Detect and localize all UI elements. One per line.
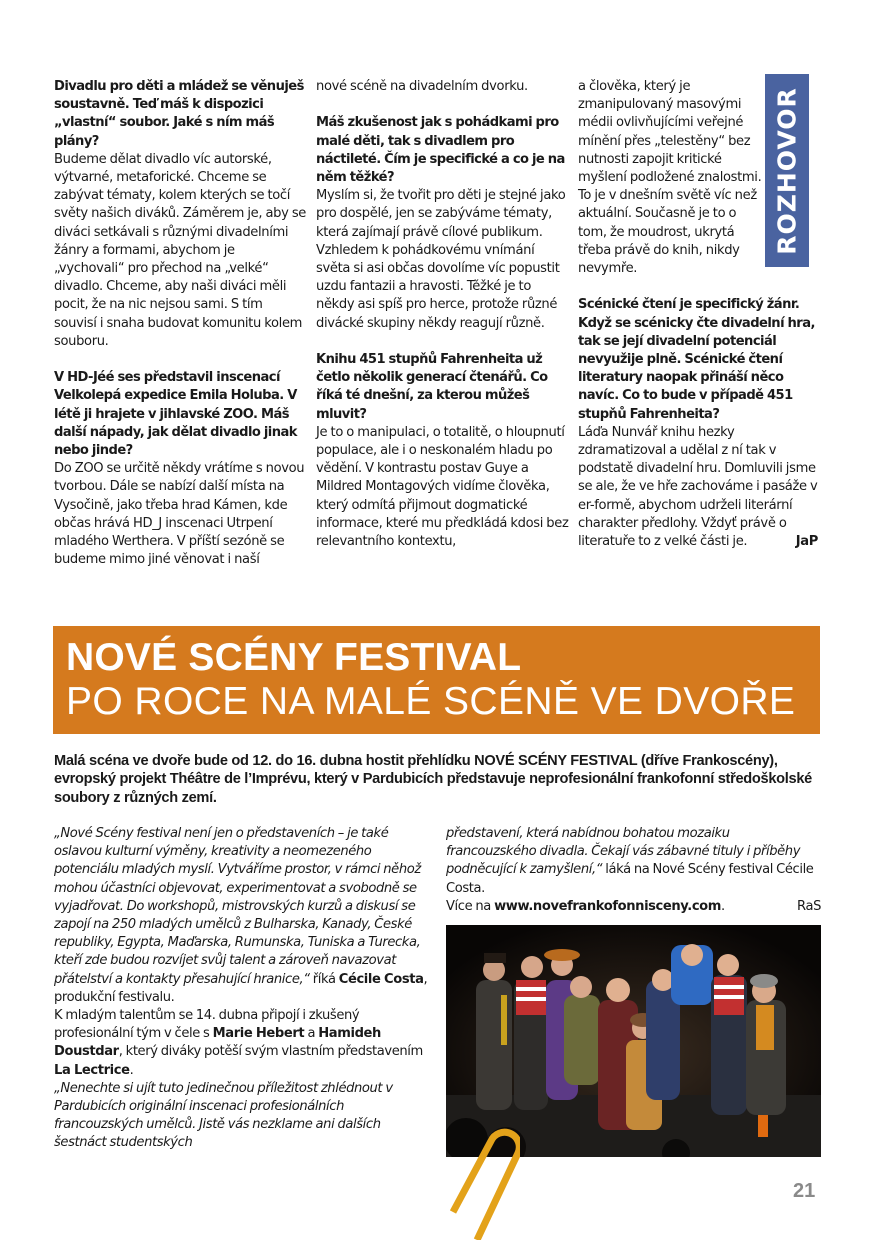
paragraph <box>446 898 821 916</box>
interview-answer: Je to o manipulaci, o totalitě, o hloupnutí populace, ale i o neskonalém hladu po vědění. V kontrastu postav Guye a Mildred Montagových vidíme člověka, který odmítá přijmout dogmatické informace, které mu předkládá kdosi bez relevantního kontextu, <box>316 424 569 550</box>
text: , produkční festivalu. <box>54 971 428 1005</box>
paragraph <box>54 1007 434 1080</box>
text: K mladým talentům se 14. dubna připojí i zkušený profesionální tým v čele s <box>54 1008 360 1042</box>
website-link[interactable]: www.novefrankofonnisceny.com <box>494 898 722 914</box>
quote: „Nenechte si ujít tuto jedinečnou příležitost zhlédnout v Pardubicích originální inscenaci profesionálních francouzských umělců. Jistě vás nezklame ani dalších šestnáct studentských <box>54 1080 393 1151</box>
interview-question: Knihu 451 stupňů Fahrenheita už četlo několik generací čtenářů. Co říká té dnešní, za kterou můžeš mluvit? <box>316 352 548 422</box>
text: . <box>129 1062 134 1078</box>
answer-text: Láďa Nunvář knihu hezky zdramatizoval a udělal z ní tak v podstatě divadelní hru. Domluvili jsme se ale, že ve hře zachováme i pasáže v er-formě, abychom udrželi literární charakter předlohy. Vždyť právě o literatuře to z velké části je. <box>578 424 818 550</box>
interview-answer: a člověka, který je zmanipulovaný masovými médii ovlivňujícími veřejné mínění přes „telestěny“ bez nutnosti zapojit kritické myšlení podložené znalostmi. To je v dnešním světě víc než aktuální. Současně je to o tom, že moudrost, ukrytá třeba právě do knih, nikdy nevymře. <box>578 79 762 277</box>
paragraph <box>54 1080 434 1153</box>
text: říká <box>309 971 339 987</box>
paperclip-decoration <box>440 1115 520 1240</box>
person-name: Marie Hebert <box>212 1026 305 1042</box>
article-subtitle: PO ROCE NA MALÉ SCÉNĚ VE DVOŘE <box>66 680 796 723</box>
quote: „Nové Scény festival není jen o představeních – je také oslavou kulturní výměny, kreativity a neomezeného potenciálu mladých myslí. Vytváříme prostor, v rámci něhož mohou účastníci objevovat, experimentovat a svobodně se vyjadřovat. Do workshopů, mistrovských kurzů a diskusí se zapojí na 250 mladých umělců z Bulharska, Kanady, České republiky, Egypta, Maďarska, Rumunska, Tuniska a Turecka, kteří zde budou rozvíjet svůj talent a zároveň navazovat přátelství a kontakty přesahující hranice,“ <box>54 826 421 987</box>
text: a <box>304 1026 319 1042</box>
interview-question: Divadlu pro děti a mládež se věnuješ soustavně. Teď máš k dispozici „vlastní“ soubor. Jaké s ním máš plány? <box>54 79 304 149</box>
author-signature: JaP <box>795 534 818 550</box>
page-number: 21 <box>793 1180 816 1202</box>
text: . <box>721 898 725 914</box>
section-tab-label: ROZHOVOR <box>772 86 802 255</box>
author-signature: RaS <box>797 898 821 914</box>
interview-answer: Budeme dělat divadlo víc autorské, výtvarné, metaforické. Chceme se zabývat tématy, kolem kterých se točí světy našich diváků. Záměrem je, aby se diváci setkávali s různými divadelními žánry a formami, abychom je „vychovali“ pro přechod na „velké“ divadlo. Chceme, aby naši diváci měli pocit, že na nic nejsou sami. S tím souvisí i snaha budovat komunitu kolem souboru. <box>54 151 307 349</box>
interview-answer: Do ZOO se určitě někdy vrátíme s novou tvorbou. Dále se nabízí další místa na Vysočině, jako třeba hrad Kámen, kde občas hrává HD_J inscenaci Utrpení mladého Werthera. V příští sezóně se budeme mimo jiné věnovat i naší <box>54 461 305 568</box>
interview-answer: nové scéně na divadelním dvorku. <box>316 79 528 94</box>
interview-answer: Myslím si, že tvořit pro děti je stejné jako pro dospělé, jen se zabýváme tématy, která zajímají právě cílové publikum. Vzhledem k pohádkovému vnímání světa si asi občas dovolíme víc popustit uzdu fantazii a hravosti. Těžké je to někdy asi spíš pro herce, protože různé divácké skupiny někdy reagují různě. <box>316 188 566 331</box>
interview-question: Scénické čtení je specifický žánr. Když se scénicky čte divadelní hra, tak se její divadelní potenciál nevyužije plně. Scénické čtení literatury naopak přináší něco navíc. Co to bude v případě 451 stupňů Fahrenheita? <box>578 297 815 422</box>
section-tab <box>765 74 809 267</box>
person-name: Cécile Costa <box>338 971 424 987</box>
person-name: Hamideh Doustdar <box>54 1026 381 1060</box>
article-body-left <box>54 825 434 1153</box>
interview-question: V HD-Jéé ses představil inscenací Velkolepá expedice Emila Holuba. V létě ji hrajete v jihlavské ZOO. Máš další nápady, jak dělat divadlo jinak nebo jinde? <box>54 370 297 459</box>
interview-question: Máš zkušenost jak s pohádkami pro malé děti, tak s divadlem pro náctileté. Čím je specifické a co je na něm těžké? <box>316 115 565 185</box>
text: , který diváky potěší svým vlastním představením <box>118 1044 423 1060</box>
paragraph <box>54 825 434 1007</box>
article-body-right <box>446 825 821 916</box>
article-title: NOVÉ SCÉNY FESTIVAL <box>66 636 522 679</box>
paragraph <box>446 825 821 898</box>
interview-column-1 <box>54 78 308 569</box>
quote: představení, která nabídnou bohatou mozaiku francouzského divadla. Čekají vás zábavné tituly i příběhy podněcující k zamyšlení,“ <box>446 826 801 878</box>
article-banner <box>53 626 820 734</box>
text: Více na <box>446 898 495 914</box>
show-title: La Lectrice <box>54 1062 130 1078</box>
interview-answer <box>578 424 818 551</box>
article-lead: Malá scéna ve dvoře bude od 12. do 16. dubna hostit přehlídku NOVÉ SCÉNY FESTIVAL (dříve Frankoscény), evropský projekt Théâtre de l’Imprévu, který v Pardubicích představuje neprofesionální frankofonní středoškolské soubory z různých zemí. <box>54 753 812 806</box>
interview-column-2 <box>316 78 570 551</box>
text: láká na Nové Scény festival Cécile Costa. <box>446 862 814 896</box>
